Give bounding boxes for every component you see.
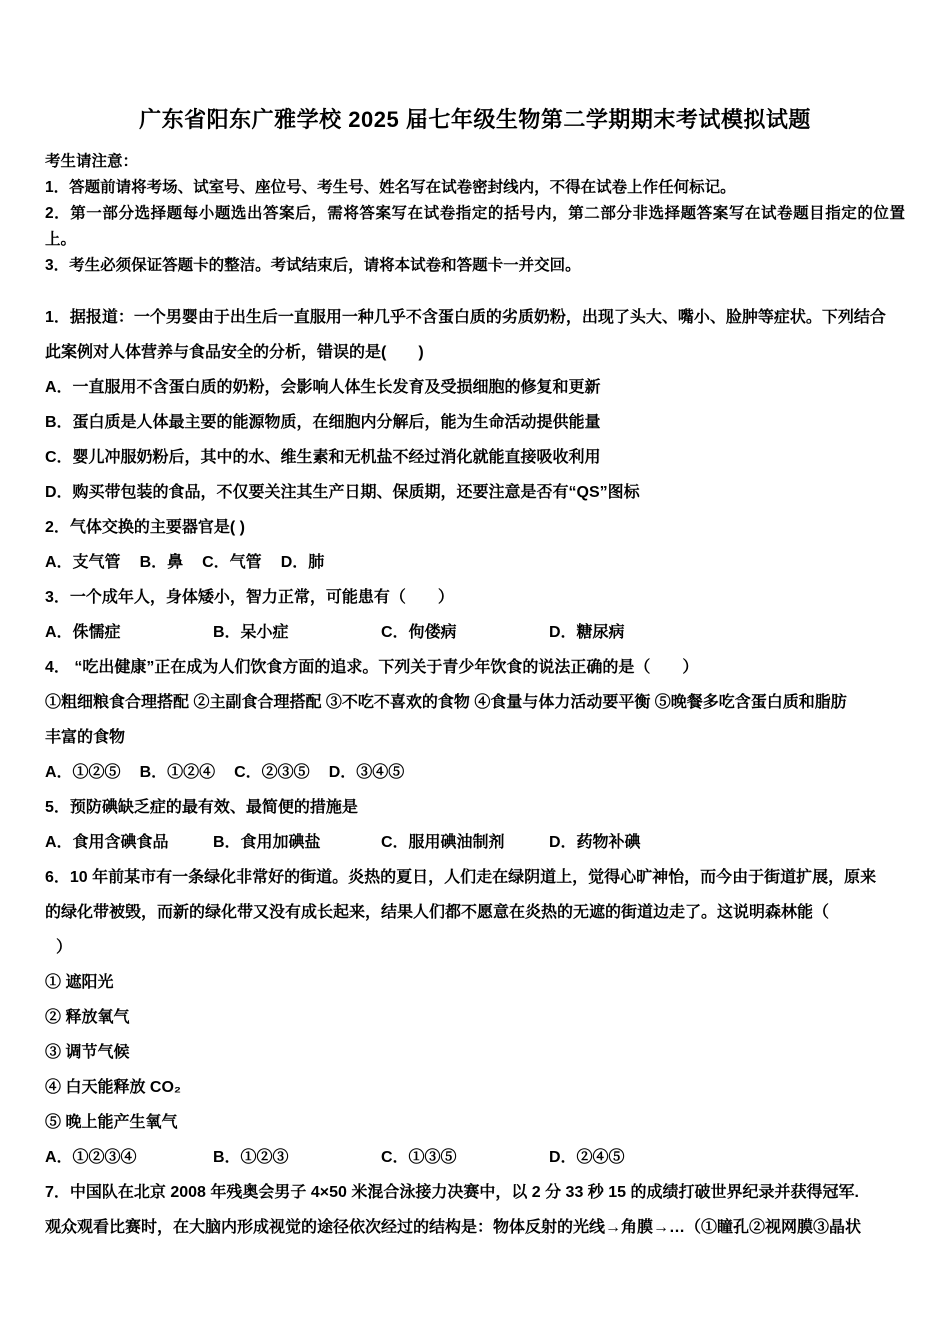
notice-item-3: 3．考生必须保证答题卡的整洁。考试结束后，请将本试卷和答题卡一并交回。 xyxy=(45,257,581,274)
question-3-options xyxy=(45,615,905,650)
question-2-option-b: B．鼻 xyxy=(139,554,184,571)
notice-item-1: 1．答题前请将考场、试室号、座位号、考生号、姓名写在试卷密封线内，不得在试卷上作任何标记。 xyxy=(45,179,736,196)
question-6-list-item-4: ④ 白天能释放 CO₂ xyxy=(45,1079,182,1096)
question-2-option-c: C．气管 xyxy=(202,554,262,571)
question-6-option-d: D．②④⑤ xyxy=(549,1149,625,1166)
question-4-option-c: C．②③⑤ xyxy=(234,764,310,781)
question-6-stem-line-2: 的绿化带被毁，而新的绿化带又没有成长起来，结果人们都不愿意在炎热的无遮的街道边走了。这说明森林能（ xyxy=(45,904,830,921)
question-6-stem-close-paren: ） xyxy=(56,939,73,956)
question-5-option-d: D．药物补碘 xyxy=(549,834,641,851)
question-4 xyxy=(45,650,905,790)
question-5-option-a: A．食用含碘食品 xyxy=(45,834,169,851)
question-4-option-d: D．③④⑤ xyxy=(328,764,405,781)
question-2 xyxy=(45,510,905,580)
question-1 xyxy=(45,300,905,510)
question-1-option-a: A．一直服用不含蛋白质的奶粉，会影响人体生长发育及受损细胞的修复和更新 xyxy=(45,379,601,396)
question-5-option-c: C．服用碘油制剂 xyxy=(381,834,505,851)
question-3-option-a: A．侏懦症 xyxy=(45,624,121,641)
question-4-stem: 4． “吃出健康”正在成为人们饮食方面的追求。下列关于青少年饮食的说法正确的是（ ） xyxy=(45,659,699,676)
question-7-stem-line-1: 7．中国队在北京 2008 年残奥会男子 4×50 米混合泳接力决赛中，以 2 分 33 秒 15 的成绩打破世界纪录并获得冠军. xyxy=(45,1184,859,1201)
question-6-option-c: C．①③⑤ xyxy=(381,1149,457,1166)
question-1-option-c: C．婴儿冲服奶粉后，其中的水、维生素和无机盐不经过消化就能直接吸收利用 xyxy=(45,449,601,466)
notice-heading: 考生请注意： xyxy=(45,153,139,170)
question-6 xyxy=(45,860,905,1175)
question-6-option-a: A．①②③④ xyxy=(45,1149,137,1166)
question-2-option-d: D．肺 xyxy=(280,554,325,571)
question-4-subitems-line-1: ①粗细粮食合理搭配 ②主副食合理搭配 ③不吃不喜欢的食物 ④食量与体力活动要平衡 ⑤晚餐多吃含蛋白质和脂肪 xyxy=(45,694,847,711)
question-6-list-item-1: ① 遮阳光 xyxy=(45,974,114,991)
question-6-list-item-5: ⑤ 晚上能产生氧气 xyxy=(45,1114,178,1131)
question-6-list-item-2: ② 释放氧气 xyxy=(45,1009,130,1026)
notice-item-2: 2．第一部分选择题每小题选出答案后，需将答案写在试卷指定的括号内，第二部分非选择题答案写在试卷题目指定的位置上。 xyxy=(45,205,905,248)
question-7-stem-line-2: 观众观看比赛时，在大脑内形成视觉的途径依次经过的结构是：物体反射的光线→角膜→…（①瞳孔②视网膜③晶状 xyxy=(45,1219,862,1236)
question-3 xyxy=(45,580,905,650)
question-4-options xyxy=(45,755,905,790)
questions-section xyxy=(45,300,905,1245)
question-1-stem-line-1: 1．据报道：一个男婴由于出生后一直服用一种几乎不含蛋白质的劣质奶粉，出现了头大、嘴小、脸肿等症状。下列结合 xyxy=(45,309,886,326)
question-6-option-b: B．①②③ xyxy=(213,1149,289,1166)
question-3-option-d: D．糖尿病 xyxy=(549,624,625,641)
page-title: 广东省阳东广雅学校 2025 届七年级生物第二学期期末考试模拟试题 xyxy=(139,107,811,132)
question-3-stem: 3．一个成年人，身体矮小，智力正常，可能患有（ ） xyxy=(45,589,454,606)
question-2-stem: 2．气体交换的主要器官是( ) xyxy=(45,519,246,536)
question-1-stem-line-2: 此案例对人体营养与食品安全的分析，错误的是( ) xyxy=(45,344,424,361)
question-6-list-item-3: ③ 调节气候 xyxy=(45,1044,130,1061)
question-4-option-a: A．①②⑤ xyxy=(45,764,121,781)
question-2-option-a: A．支气管 xyxy=(45,554,121,571)
question-7 xyxy=(45,1175,905,1245)
question-5-stem: 5．预防碘缺乏症的最有效、最简便的措施是 xyxy=(45,799,358,816)
question-3-option-c: C．佝偻病 xyxy=(381,624,457,641)
question-2-options xyxy=(45,545,905,580)
question-3-option-b: B．呆小症 xyxy=(213,624,289,641)
notice-section xyxy=(45,149,905,279)
question-1-option-b: B．蛋白质是人体最主要的能源物质，在细胞内分解后，能为生命活动提供能量 xyxy=(45,414,601,431)
question-5 xyxy=(45,790,905,860)
question-6-options xyxy=(45,1140,905,1175)
question-5-option-b: B．食用加碘盐 xyxy=(213,834,321,851)
question-4-option-b: B．①②④ xyxy=(139,764,216,781)
question-6-stem-line-1: 6．10 年前某市有一条绿化非常好的街道。炎热的夏日，人们走在绿阴道上，觉得心旷神怡，而今由于街道扩展，原来 xyxy=(45,869,877,886)
question-1-option-d: D．购买带包装的食品，不仅要关注其生产日期、保质期，还要注意是否有“QS”图标 xyxy=(45,484,640,501)
question-5-options xyxy=(45,825,905,860)
question-4-subitems-line-2: 丰富的食物 xyxy=(45,729,126,746)
